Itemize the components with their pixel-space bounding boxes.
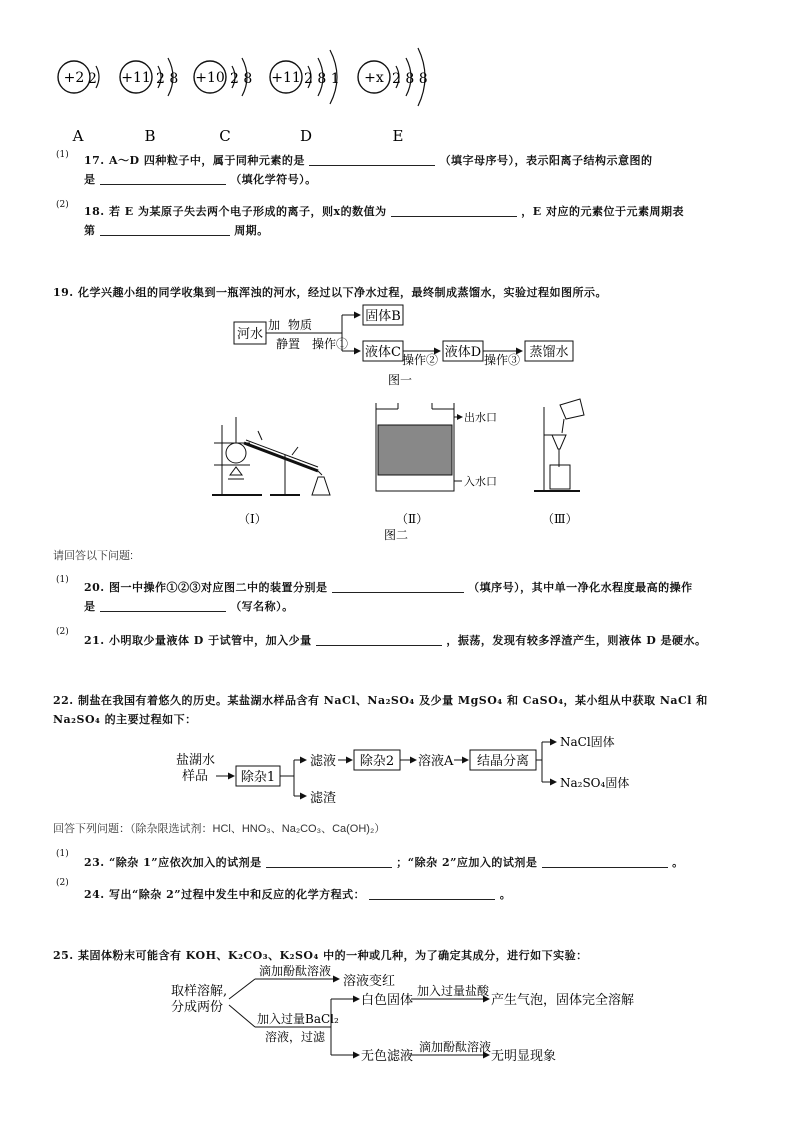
- atom-e: [358, 48, 428, 145]
- start-label-1: 取样溶解,: [171, 984, 228, 999]
- start-label-2: 分成两份: [171, 1000, 224, 1015]
- atom-letter: E: [392, 127, 404, 145]
- distillation-apparatus: [212, 417, 330, 495]
- atom-d: [270, 50, 340, 145]
- crystallize-label: 结晶分离: [476, 754, 530, 769]
- inlet-label: 入水口: [464, 475, 497, 488]
- nucleus-label: +10: [195, 70, 225, 86]
- phenolphthalein-label-2: 滴加酚酞溶液: [419, 1040, 492, 1054]
- figure-2-caption: 图二: [384, 528, 409, 542]
- liquid-d-label: 液体D: [444, 345, 482, 360]
- answer-blank-18b[interactable]: [100, 224, 230, 236]
- atom-structure-diagrams: [50, 38, 450, 148]
- sub-number: (2): [56, 627, 69, 637]
- answer-blank-23b[interactable]: [542, 856, 668, 868]
- question-22-cont: Na₂SO₄ 的主要过程如下：: [53, 713, 197, 726]
- solid-b-label: 固体B: [365, 309, 401, 324]
- op3-label: 操作③: [484, 353, 521, 367]
- sub-number: (1): [56, 849, 69, 859]
- colorless-filtrate-label: 无色滤液: [361, 1049, 414, 1064]
- liquid-c-label: 液体C: [365, 345, 401, 360]
- sample-label-1: 盐湖水: [176, 753, 216, 768]
- hcl-label: 加入过量盐酸: [417, 984, 490, 998]
- filter-label: 溶液，过滤: [265, 1030, 326, 1044]
- answer-blank-20a[interactable]: [332, 581, 464, 593]
- op2-label: 操作②: [402, 353, 439, 367]
- solution-a-label: 溶液A: [418, 754, 454, 769]
- question-24: 24. 写出“除杂 2”过程中发生中和反应的化学方程式： 。: [84, 888, 512, 901]
- figure-1-caption: 图一: [387, 373, 413, 387]
- question-23: 23. “除杂 1”应依次加入的试剂是 ；“除杂 2”应加入的试剂是 。: [84, 856, 684, 869]
- figure-1-flowchart: [230, 302, 590, 392]
- sample-label-2: 样品: [182, 769, 209, 784]
- purification-column: [376, 403, 462, 491]
- sub-number: (1): [56, 150, 69, 160]
- atom-b: [120, 58, 178, 145]
- filtrate-label: 滤液: [310, 754, 337, 769]
- question-20-cont: 是 （写名称）。: [84, 600, 294, 613]
- shell-electrons: 2: [88, 71, 97, 87]
- sub-number: (1): [56, 575, 69, 585]
- shell-electrons: 2 8 1: [304, 71, 340, 87]
- answer-blank-20b[interactable]: [100, 600, 226, 612]
- answer-blank-17a[interactable]: [309, 154, 435, 166]
- question-18: 18. 若 E 为某原子失去两个电子形成的离子，则x的数值为 ，E 对应的元素位于元素周期表: [84, 205, 684, 218]
- answer-blank-23a[interactable]: [266, 856, 392, 868]
- na2so4-label: Na₂SO₄固体: [560, 776, 630, 790]
- question-17-cont: 是 （填化学符号）。: [84, 173, 317, 186]
- phenolphthalein-label-1: 滴加酚酞溶液: [259, 965, 332, 978]
- op1-label: 操作①: [312, 337, 349, 351]
- shell-electrons: 2 8 8: [392, 71, 428, 87]
- question-20: 20. 图一中操作①②③对应图二中的装置分别是 （填序号），其中单一净化水程度最高的操作: [84, 581, 693, 594]
- question-22: 22. 制盐在我国有着悠久的历史。某盐湖水样品含有 NaCl、Na₂SO₄ 及少量 MgSO₄ 和 CaSO₄，某小组从中获取 NaCl 和: [53, 694, 708, 707]
- question-21: 21. 小明取少量液体 D 于试管中，加入少量 ，振荡，发现有较多浮渣产生，则液体 D 是硬水。: [84, 634, 707, 647]
- no-change-label: 无明显现象: [491, 1049, 557, 1064]
- shell-electrons: 2 8: [156, 71, 179, 87]
- remove-2-label: 除杂2: [359, 754, 395, 769]
- atom-letter: B: [144, 127, 156, 145]
- figure-2-apparatus: [200, 395, 600, 545]
- remove-1-label: 除杂1: [240, 770, 276, 785]
- question-18-cont: 第 周期。: [84, 224, 269, 237]
- label-apparatus-1: （Ⅰ）: [238, 512, 267, 526]
- filtration-apparatus: [534, 399, 584, 491]
- substance-label: 物质: [288, 318, 313, 332]
- nucleus-label: +11: [121, 70, 151, 86]
- question-17: 17. A～D 四种粒子中，属于同种元素的是 （填字母序号），表示阳离子结构示意图的: [84, 154, 653, 167]
- white-solid-label: 白色固体: [361, 993, 414, 1008]
- answer-blank-24[interactable]: [369, 888, 495, 900]
- residue-label: 滤渣: [310, 791, 337, 806]
- nucleus-label: +2: [63, 70, 85, 86]
- atom-c: [194, 58, 252, 145]
- bubbles-label: 产生气泡，固体完全溶解: [491, 993, 635, 1008]
- nucleus-label: +11: [271, 70, 301, 86]
- river-label: 河水: [236, 327, 264, 342]
- nacl-label: NaCl固体: [560, 735, 615, 749]
- outlet-label: 出水口: [464, 411, 497, 424]
- label-apparatus-3: （Ⅲ）: [542, 512, 578, 526]
- add-label: 加: [268, 318, 281, 332]
- sub-number: (2): [56, 200, 69, 210]
- answer-blank-17b[interactable]: [100, 173, 226, 185]
- atom-letter: C: [219, 127, 231, 145]
- label-apparatus-2: （Ⅱ）: [396, 512, 429, 526]
- question-19: 19. 化学兴趣小组的同学收集到一瓶浑浊的河水，经过以下净水过程，最终制成蒸馏水，实验过程如图所示。: [53, 286, 607, 299]
- salt-process-flowchart: [170, 730, 650, 810]
- turns-red-label: 溶液变红: [343, 974, 396, 989]
- nucleus-label: +x: [364, 70, 384, 86]
- atom-a: [58, 61, 99, 145]
- stand-label: 静置: [276, 337, 301, 351]
- bacl2-label: 加入过量BaCl₂: [257, 1012, 339, 1026]
- sub-number: (2): [56, 878, 69, 888]
- question-25: 25. 某固体粉末可能含有 KOH、K₂CO₃、K₂SO₄ 中的一种或几种，为了确定其成分，进行如下实验：: [53, 949, 588, 962]
- shell-electrons: 2 8: [230, 71, 253, 87]
- prompt-19: 请回答以下问题:: [53, 550, 134, 562]
- answer-blank-21[interactable]: [316, 634, 442, 646]
- answer-blank-18a[interactable]: [391, 205, 517, 217]
- distilled-label: 蒸馏水: [529, 345, 569, 360]
- atom-letter: A: [72, 127, 84, 145]
- prompt-22: 回答下列问题：（除杂限选试剂：HCl、HNO₃、Na₂CO₃、Ca(OH)₂）: [53, 823, 386, 835]
- experiment-flowchart: [165, 965, 665, 1075]
- atom-letter: D: [299, 127, 313, 145]
